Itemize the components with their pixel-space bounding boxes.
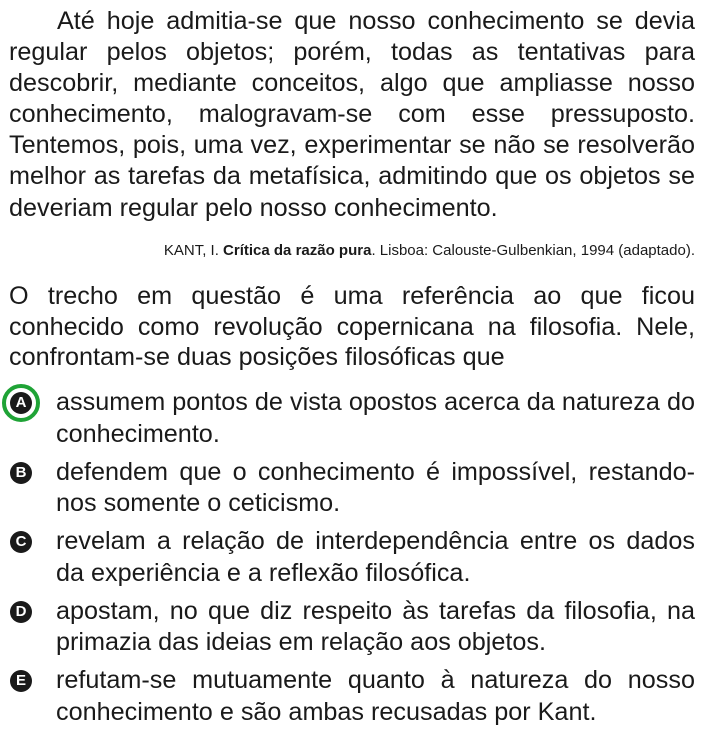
option-text-c: revelam a relação de interdependência entre os dados da experiência e a reflexão filosófica. xyxy=(56,527,695,587)
option-b[interactable] xyxy=(0,457,705,527)
option-letter-a: A xyxy=(10,392,32,414)
passage-text: Até hoje admitia-se que nosso conhecimento se devia regular pelos objetos; porém, todas as tentativas para descobrir, mediante conceitos, algo que ampliasse nosso conhecimento, malogravam-se com esse pressuposto. Tentemos, pois, uma vez, experimentar se não se resolverão melhor as tarefas da metafísica, admitindo que os objetos se deveriam regular pelo nosso conhecimento. xyxy=(9,7,695,222)
option-a[interactable] xyxy=(0,387,705,457)
option-text-a: assumem pontos de vista opostos acerca da natureza do conhecimento. xyxy=(56,388,695,448)
citation-author: KANT, I. xyxy=(163,242,219,259)
option-letter-d: D xyxy=(10,601,32,623)
option-text-b: defendem que o conhecimento é impossível, restando-nos somente o ceticismo. xyxy=(56,457,695,517)
option-c[interactable] xyxy=(0,526,705,596)
citation-work: Crítica da razão pura xyxy=(223,242,372,259)
citation xyxy=(164,241,695,261)
option-letter-c: C xyxy=(10,531,32,553)
question-stem: O trecho em questão é uma referência ao que ficou conhecido como revolução copernicana na filosofia. Nele, confrontam-se duas posições filosóficas que xyxy=(9,282,695,371)
option-d[interactable] xyxy=(0,596,705,666)
option-text-e: refutam-se mutuamente quanto à natureza do nosso conhecimento e são ambas recusadas por Kant. xyxy=(56,666,695,726)
option-e[interactable] xyxy=(0,665,705,735)
option-letter-b: B xyxy=(10,462,32,484)
answer-options xyxy=(0,387,705,735)
option-letter-e: E xyxy=(10,670,32,692)
option-text-d: apostam, no que diz respeito às tarefas da filosofia, na primazia das ideias em relação aos objetos. xyxy=(56,596,695,656)
citation-publication: . Lisboa: Calouste-Gulbenkian, 1994 (adaptado). xyxy=(371,242,695,259)
